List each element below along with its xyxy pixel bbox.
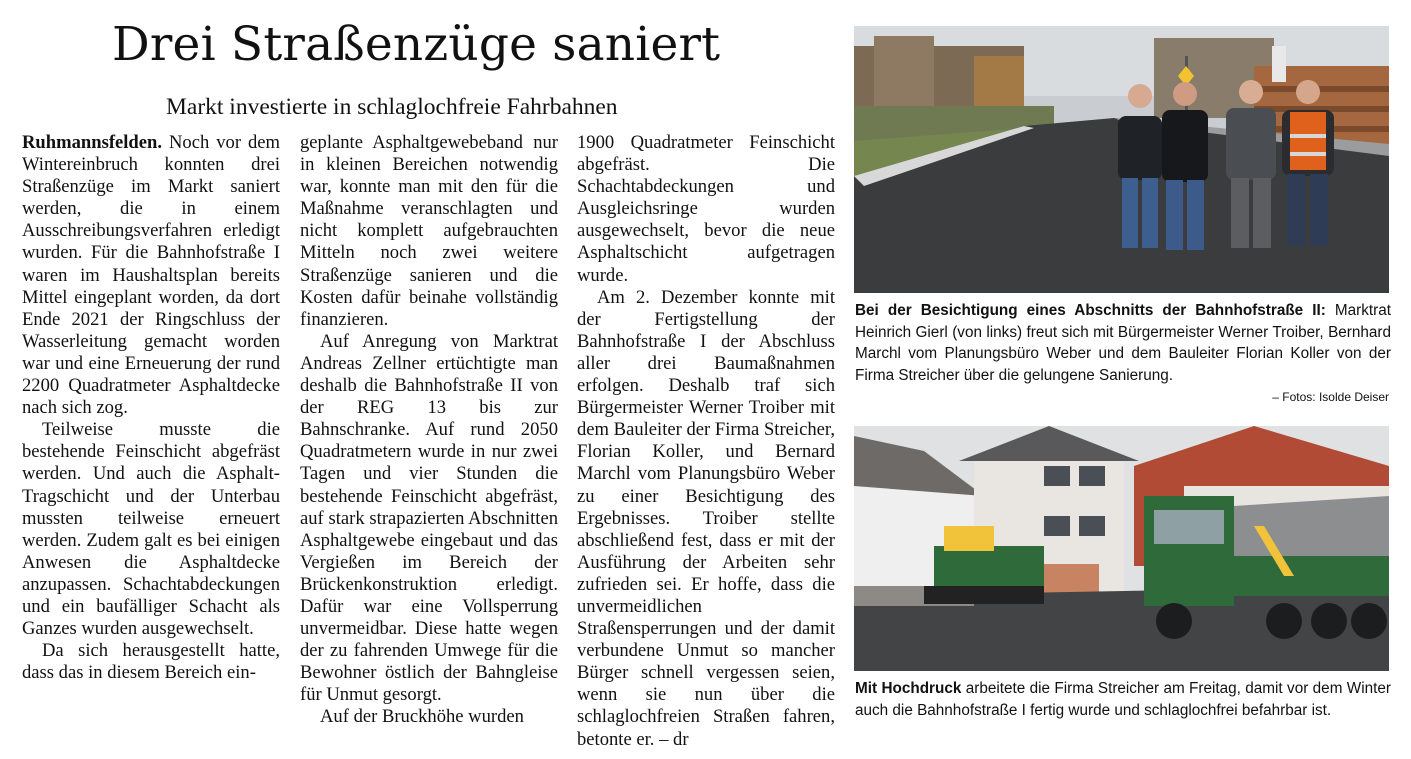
caption-lead: Bei der Besichtigung eines Abschnitts der Bahnhofstraße II: xyxy=(855,302,1326,319)
photo-caption-1 xyxy=(855,300,1391,386)
paragraph: geplante Asphaltgewebeband nur in kleinen Bereichen notwendig war, konnte man mit den für die Maßnahme veranschlagten und nicht komplett aufgebrauchten Mitteln noch zwei weitere Straßenzüge sanieren und die Kosten dafür beinahe vollständig finanzieren. xyxy=(300,132,558,330)
paragraph: Am 2. Dezember konnte mit der Fertigstellung der Bahnhofstraße I der Abschluss aller drei Baumaßnahmen erfolgen. Deshalb traf sich Bürgermeister Werner Troiber mit dem Bauleiter der Firma Streicher, Florian Koller, und Bernard Marchl vom Planungsbüro Weber zu einer Besichtigung des Ergebnisses. Troiber stellte abschließend fest, dass er mit der Ausführung der Arbeiten sehr zufrieden sei. Er hoffe, dass die unvermeidlichen Straßensperrungen und der damit verbundene Unmut so mancher Bürger schnell vergessen seien, wenn sie nun über die schlaglochfreien Straßen fahren, betonte er. – dr xyxy=(577,286,835,750)
headline: Drei Straßenzüge saniert xyxy=(112,17,721,72)
caption-lead: Mit Hochdruck xyxy=(855,680,962,697)
paragraph: Auf Anregung von Marktrat Andreas Zellner ertüchtigte man deshalb die Bahnhofstraße II von der REG 13 bis zur Bahnschranke. Auf rund 2050 Quadratmetern wurde in nur zwei Tagen und vier Stunden die bestehende Feinschicht abgefräst, auf stark strapazierten Abschnitten Asphaltgewebe eingebaut und das Vergießen im Bereich der Brückenkonstruktion erledigt. Dafür war eine Vollsperrung unvermeidbar. Diese hatte wegen der zu fahrenden Umwege für die Bewohner östlich der Bahngleise für Unmut gesorgt. xyxy=(300,330,558,706)
dateline: Ruhmannsfelden. xyxy=(22,132,163,153)
photo-paving-truck xyxy=(854,426,1389,671)
paragraph xyxy=(22,132,280,419)
article-column-3 xyxy=(577,132,835,751)
paragraph: 1900 Quadratmeter Feinschicht abgefräst. Die Schachtabdeckungen und Ausgleichsringe wurden ausgewechselt, bevor die neue Asphaltschicht aufgetragen wurde. xyxy=(577,132,835,286)
paragraph-text: Noch vor dem Wintereinbruch konnten drei Straßenzüge im Markt saniert werden, die in einem Ausschreibungsverfahren erledigt wurden. Für die Bahnhofstraße I waren im Haushaltsplan bereits Mittel eingeplant worden, da dort Ende 2021 der Ringschluss der Wasserleitung gemacht worden war und eine Erneuerung der rund 2200 Quadratmeter Asphaltdecke nach sich zog. xyxy=(22,132,280,419)
paragraph: Da sich herausgestellt hatte, dass das in diesem Bereich ein- xyxy=(22,640,280,684)
article-column-2 xyxy=(300,132,558,729)
photo-caption-2 xyxy=(855,678,1391,721)
article-column-1 xyxy=(22,132,280,684)
paragraph: Auf der Bruckhöhe wurden xyxy=(320,706,524,728)
photo-road-inspection xyxy=(854,26,1389,293)
caption-text: arbeitete die Firma Streicher am Freitag, damit vor dem Winter auch die Bahnhofstraße I fertig wurde und schlaglochfrei befahrbar ist. xyxy=(855,680,1391,719)
paragraph: Teilweise musste die bestehende Feinschicht abgefräst werden. Und auch die Asphalt-Tragschicht und der Unterbau mussten teilweise erneuert werden. Zudem galt es bei einigen Anwesen die Asphaltdecke anzupassen. Schachtabdeckungen und ein baufälliger Schacht als Ganzes wurden ausgewechselt. xyxy=(22,419,280,640)
caption-text: Marktrat Heinrich Gierl (von links) freut sich mit Bürgermeister Werner Troiber, Bernhard Marchl vom Planungsbüro Weber und dem Bauleiter Florian Koller von der Firma Streicher über die gelungene Sanierung. xyxy=(855,302,1391,384)
photo-credit: – Fotos: Isolde Deiser xyxy=(1272,390,1389,404)
subheadline: Markt investierte in schlaglochfreie Fahrbahnen xyxy=(166,94,618,120)
